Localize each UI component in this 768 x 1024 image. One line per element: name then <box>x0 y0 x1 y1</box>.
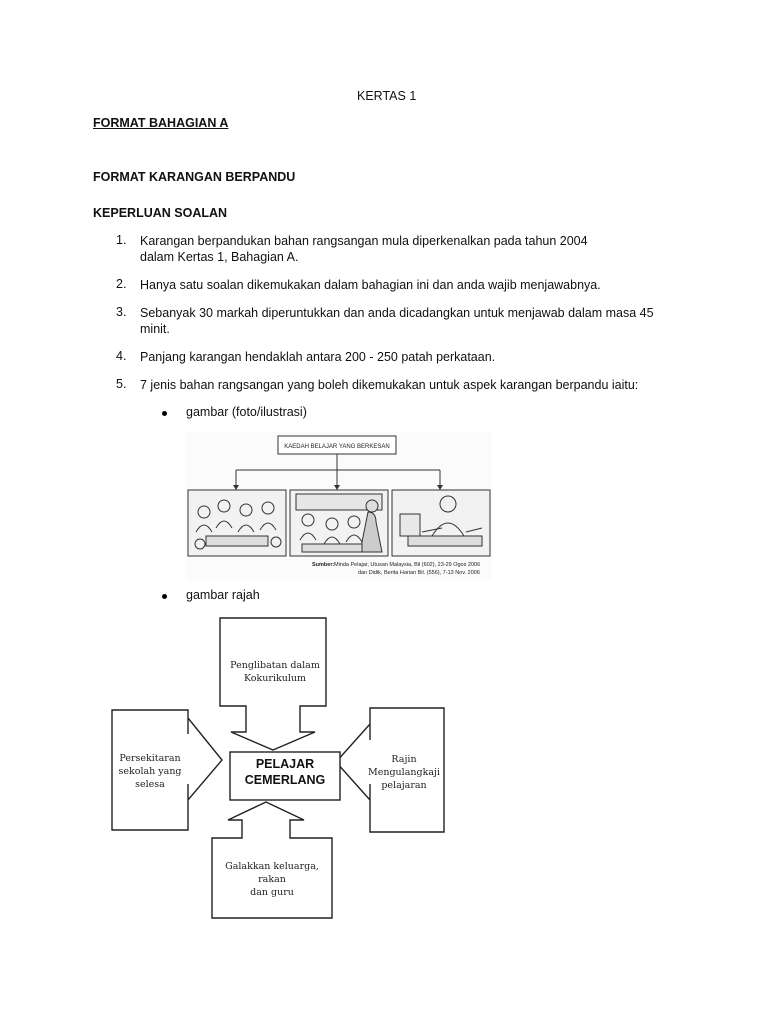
list-item-text: Panjang karangan hendaklah antara 200 - 250 patah perkataan. <box>140 350 496 364</box>
left-line: Persekitaran <box>119 753 181 764</box>
bottom-label <box>214 860 330 899</box>
left-line: sekolah yang <box>118 766 182 777</box>
list-item-number: 5. <box>116 377 127 391</box>
list-item-text: Sebanyak 30 markah diperuntukkan dan anda dicadangkan untuk menjawab dalam masa 45 <box>140 306 654 320</box>
center-line: PELAJAR <box>255 757 315 771</box>
list-item-text: minit. <box>140 322 170 336</box>
top-label <box>222 659 328 685</box>
right-line: Rajin <box>391 754 417 765</box>
list-item-number: 4. <box>116 349 127 363</box>
study-methods-illustration <box>186 432 492 580</box>
source-line: dan Didik, Berita Harian Bil. (556), 7-13 Nov. 2006 <box>358 570 480 576</box>
bullet-dot <box>162 411 167 416</box>
left-label <box>112 752 188 791</box>
center-line: CEMERLANG <box>244 773 326 787</box>
list-item-text: dalam Kertas 1, Bahagian A. <box>140 250 299 264</box>
list-item-number: 2. <box>116 277 127 291</box>
center-label <box>230 756 340 788</box>
karangan-heading: FORMAT KARANGAN BERPANDU <box>93 170 296 184</box>
format-heading: FORMAT BAHAGIAN A <box>93 116 229 130</box>
list-item-text: 7 jenis bahan rangsangan yang boleh dikemukakan untuk aspek karangan berpandu iaitu: <box>140 378 639 392</box>
list-item-number: 1. <box>116 233 127 247</box>
bottom-line: dan guru <box>250 887 294 898</box>
bullet-text: gambar (foto/ilustrasi) <box>186 405 307 419</box>
list-item-number: 3. <box>116 305 127 319</box>
list-item-text: Hanya satu soalan dikemukakan dalam bahagian ini dan anda wajib menjawabnya. <box>140 278 601 292</box>
source-line: Minda Pelajar, Utusan Malaysia, Bil (602), 23-29 Ogos 2006 <box>334 562 481 568</box>
top-line: Kokurikulum <box>243 673 307 684</box>
bottom-line: Galakkan keluarga, rakan <box>225 861 319 885</box>
left-line: selesa <box>135 779 165 790</box>
bullet-text: gambar rajah <box>186 588 260 602</box>
right-line: Mengulangkaji <box>368 767 440 778</box>
top-line: Penglibatan dalam <box>230 660 320 671</box>
illustration-caption: KAEDAH BELAJAR YANG BERKESAN <box>284 444 390 450</box>
illustration-figure <box>186 432 492 580</box>
bullet-dot <box>162 594 167 599</box>
list-item-text: Karangan berpandukan bahan rangsangan mula diperkenalkan pada tahun 2004 <box>140 234 588 248</box>
page-title: KERTAS 1 <box>357 89 417 103</box>
right-label <box>368 753 440 792</box>
requirements-heading: KEPERLUAN SOALAN <box>93 206 228 220</box>
source-label: Sumber: <box>312 562 335 568</box>
right-line: pelajaran <box>381 780 427 791</box>
